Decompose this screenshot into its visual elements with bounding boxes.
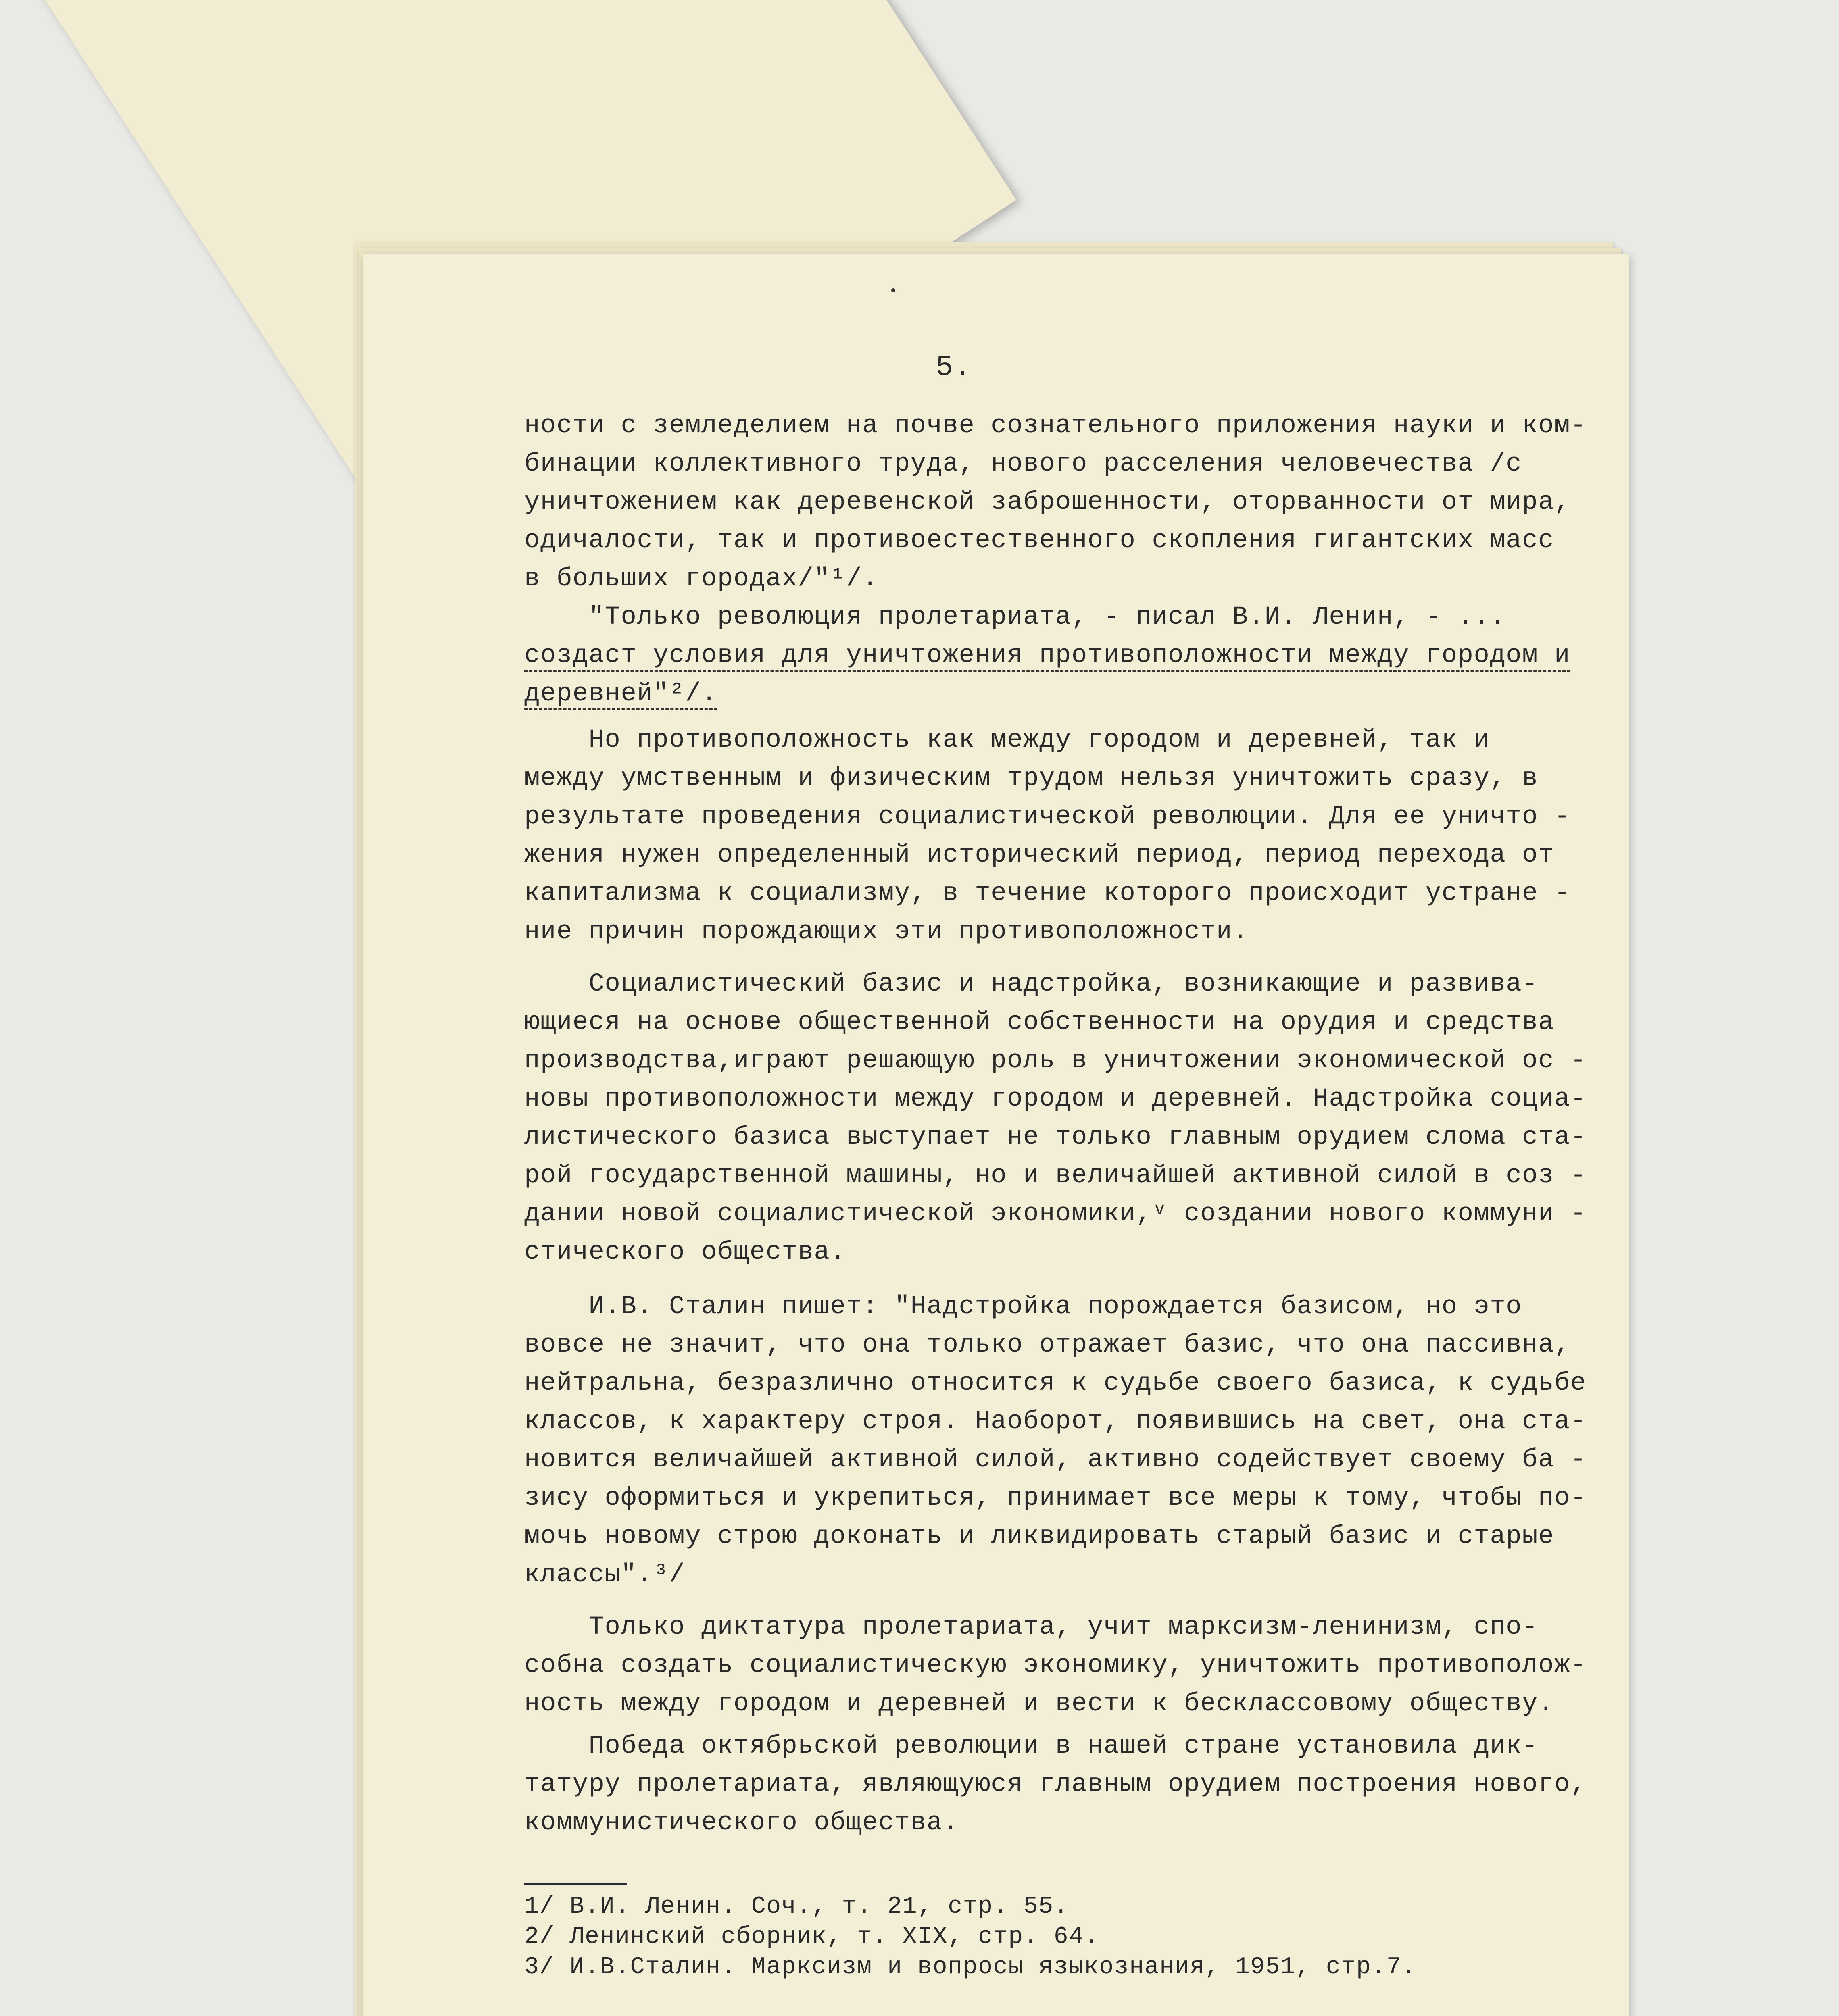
text-line: Победа октябрьской революции в нашей стране установила дик- <box>524 1732 1539 1761</box>
text-line: зису оформиться и укрепиться, принимает все меры к тому, чтобы по- <box>524 1484 1587 1513</box>
page-number: 5. <box>936 351 972 384</box>
text-line: деревней"²/. <box>524 679 717 710</box>
footnote: 3/ И.В.Сталин. Марксизм и вопросы языкознания, 1951, стр.7. <box>524 1954 1417 1981</box>
text-line: ность между городом и деревней и вести к бесклассовому обществу. <box>524 1689 1554 1718</box>
text-line: жения нужен определенный исторический период, период перехода от <box>524 841 1554 870</box>
text-line: татуру пролетариата, являющуюся главным орудием построения нового, <box>524 1770 1587 1799</box>
text-line: "Только революция пролетариата, - писал В.И. Ленин, - ... <box>524 603 1506 632</box>
footnote-rule <box>524 1883 627 1885</box>
text-line: производства,играют решающую роль в уничтожении экономической ос - <box>524 1046 1587 1075</box>
text-line: ние причин порождающих эти противоположности. <box>524 917 1249 946</box>
text-line: бинации коллективного труда, нового расселения человечества /с <box>524 450 1522 479</box>
text-line: дании новой социалистической экономики,ᵛ создании нового коммуни - <box>524 1200 1587 1229</box>
text-line: рой государственной машины, но и величайшей активной силой в соз - <box>524 1161 1587 1190</box>
text-line: одичалости, так и противоестественного скопления гигантских масс <box>524 526 1554 555</box>
text-line: коммунистического общества. <box>524 1808 959 1837</box>
text-line: Но противоположность как между городом и деревней, так и <box>524 726 1490 755</box>
text-line: ющиеся на основе общественной собственности на орудия и средства <box>524 1008 1554 1037</box>
text-line: новится величайшей активной силой, активно содействует своему ба - <box>524 1445 1587 1475</box>
text-line: Только диктатура пролетариата, учит марксизм-ленинизм, спо- <box>524 1613 1539 1642</box>
text-line: между умственным и физическим трудом нельзя уничтожить сразу, в <box>524 764 1539 793</box>
text-line: капитализма к социализму, в течение которого происходит устране - <box>524 879 1570 908</box>
text-line: вовсе не значит, что она только отражает базис, что она пассивна, <box>524 1331 1570 1360</box>
text-line: в больших городах/"¹/. <box>524 564 878 594</box>
text-line: классы".³/ <box>524 1560 686 1589</box>
text-line: листического базиса выступает не только главным орудием слома ста- <box>524 1123 1587 1152</box>
footnote: 1/ В.И. Ленин. Соч., т. 21, стр. 55. <box>524 1893 1069 1920</box>
footnote: 2/ Ленинский сборник, т. XIX, стр. 64. <box>524 1923 1099 1951</box>
text-line: мочь новому строю доконать и ликвидировать старый базис и старые <box>524 1522 1554 1551</box>
text-line: собна создать социалистическую экономику, уничтожить противополож- <box>524 1651 1587 1680</box>
text-line: ности с земледелием на почве сознательного приложения науки и ком- <box>524 411 1587 440</box>
text-line: И.В. Сталин пишет: "Надстройка порождается базисом, но это <box>524 1292 1522 1321</box>
punch-dot <box>891 288 895 292</box>
text-line: стического общества. <box>524 1238 847 1267</box>
text-line: классов, к характеру строя. Наоборот, появившись на свет, она ста- <box>524 1407 1587 1436</box>
text-line: нейтральна, безразлично относится к судьбе своего базиса, к судьбе <box>524 1369 1587 1398</box>
text-line: новы противоположности между городом и деревней. Надстройка социа- <box>524 1085 1587 1114</box>
text-line: создаст условия для уничтожения противоположности между городом и <box>524 641 1570 672</box>
text-line: Социалистический базис и надстройка, возникающие и развива- <box>524 970 1539 999</box>
text-line: уничтожением как деревенской заброшенности, оторванности от мира, <box>524 488 1570 517</box>
text-line: результате проведения социалистической революции. Для ее уничто - <box>524 802 1570 831</box>
typed-page <box>363 254 1629 2016</box>
